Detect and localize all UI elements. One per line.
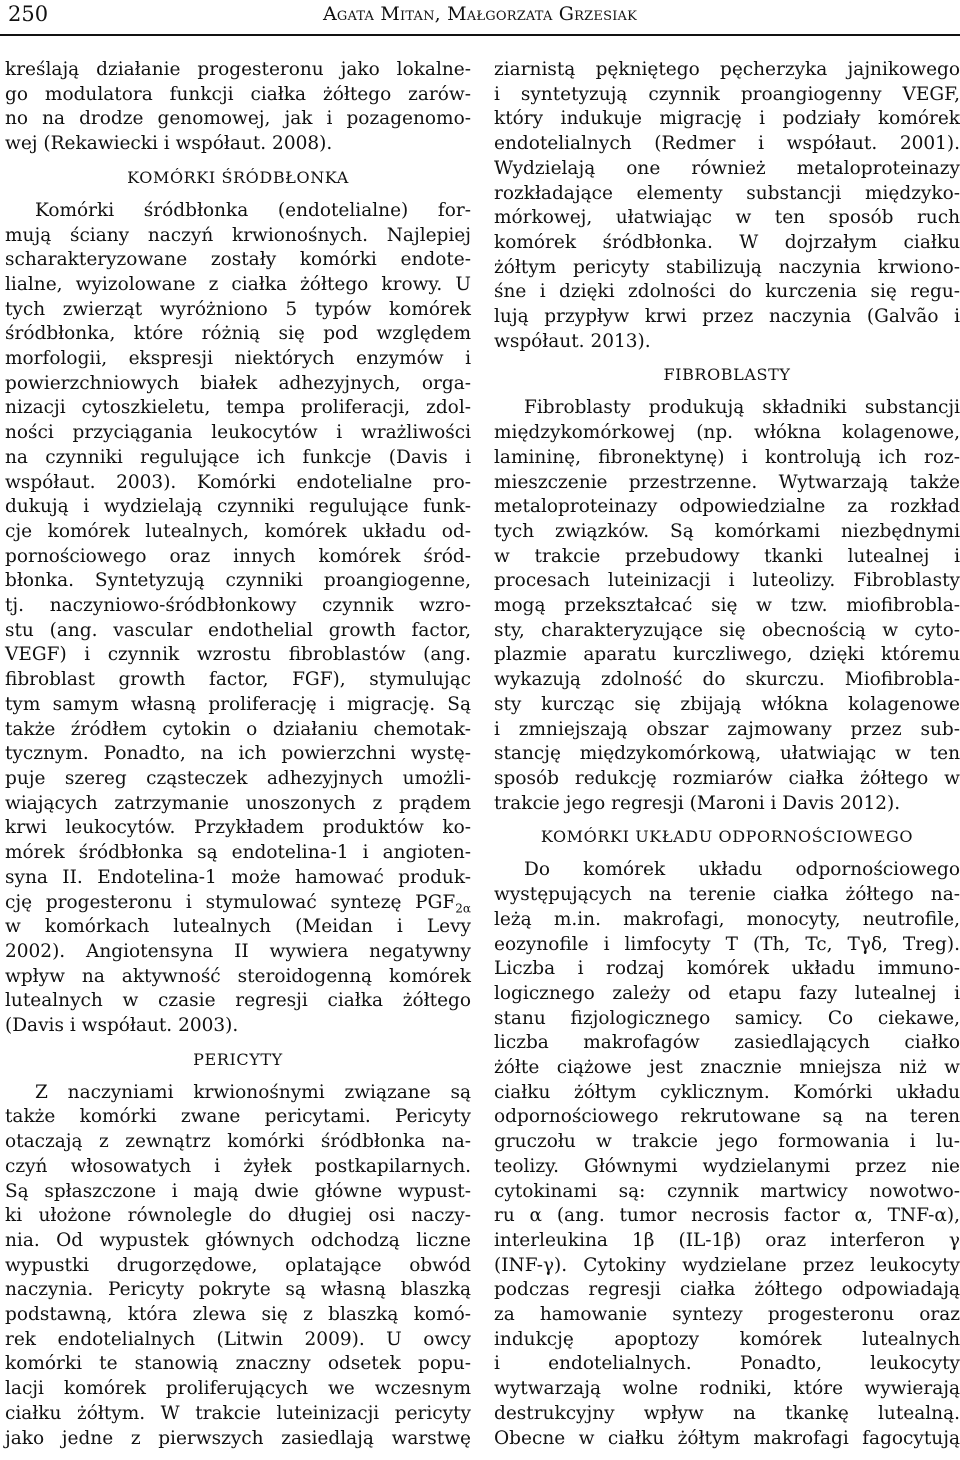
line-text: lutealnych w czasie regresji ciałka żółtego [5,990,471,1012]
text-line [494,858,960,883]
section-heading [5,1048,471,1072]
text-line [494,792,960,817]
text-line [494,107,960,132]
text-line [494,132,960,157]
line-text: powierzchniowych białek adhezyjnych, orga- [5,372,471,394]
text-line [494,396,960,421]
text-line [494,1031,960,1056]
text-line [5,372,471,397]
text-line [494,718,960,743]
line-text: otaczają z zewnątrz komórki śródbłonka na- [5,1131,471,1153]
text-line [494,1278,960,1303]
text-line [5,866,471,891]
line-text: scharakteryzowane zostały komórki endote- [5,249,471,271]
line-text: krwi leukocytów. Przykładem produktów ko- [5,817,471,839]
line-text: na czynniki regulujące ich funkcje (Davis i [5,446,471,468]
text-line [5,1014,471,1039]
line-text: naczynia. Pericyty pokryte są własną blaszką [5,1279,471,1301]
text-line [5,1081,471,1106]
text-line [5,767,471,792]
section-heading [494,825,960,849]
line-text: rozkładające elementy substancji międzyko- [494,182,960,204]
line-text: błonka. Syntetyzują czynniki proangiogenne, [5,570,471,592]
text-line [494,693,960,718]
text-line [494,883,960,908]
line-text: Do komórek układu odpornościowego [524,859,960,881]
line-text: Fibroblasty produkują składniki substancji [524,397,960,419]
line-text: występujących na terenie ciałka żółtego na- [494,884,960,906]
line-text: podczas regresji ciałka żółtego odpowiadają [494,1279,960,1301]
line-text: sty kurcząc się zbijają włókna kolagenowe [494,693,960,715]
line-text: i endotelialnych. Ponadto, leukocyty [494,1353,960,1375]
line-text: ziarnistą pękniętego pęcherzyka jajnikowego [494,59,960,80]
text-line [5,1402,471,1427]
line-text: Z naczyniami krwionośnymi związane są [35,1081,471,1103]
line-text: liczba makrofagów zasiedlających ciałko [494,1032,960,1054]
line-text: mórek śródbłonka są endotelina-1 i angioten- [5,842,471,864]
text-line [5,989,471,1014]
line-text: wiających zatrzymanie unoszonych z prądem [5,792,471,814]
line-text: fibroblast growth factor, FGF), stymulując [5,669,471,691]
text-line [5,792,471,817]
line-text: mieszczenie przestrzenne. Wytwarzają także [494,471,960,493]
line-text: gruczołu w trakcie jego formowania i lu- [494,1131,960,1153]
text-line [5,965,471,990]
text-line [494,545,960,570]
line-text: KOMÓRKI ŚRÓDBŁONKA [127,167,349,187]
text-line [494,256,960,281]
line-text: morfologii, ekspresji niektórych enzymów i [5,348,471,370]
line-text: w komórkach lutealnych (Meidan i Levy [5,916,471,938]
text-line [5,1303,471,1328]
text-line [5,298,471,323]
text-line [494,421,960,446]
line-text: VEGF) i czynnik wzrostu fibroblastów (ang. [5,644,471,666]
line-text: endotelialnych (Redmer i współaut. 2001). [494,133,960,155]
text-line [5,1278,471,1303]
text-line [5,1254,471,1279]
line-text: mują ściany naczyń krwionośnych. Najlepiej [5,224,471,246]
line-text: czyń włosowatych i żyłek postkapilarnych. [5,1155,471,1177]
text-line [5,107,471,132]
line-text: KOMÓRKI UKŁADU ODPORNOŚCIOWEGO [540,827,914,847]
line-text: logicznego zależy od etapu fazy lutealnej i [494,982,960,1004]
line-text: rek endotelialnych (Litwin 2009). U owcy [5,1328,471,1350]
text-line [5,1204,471,1229]
line-text: kreślają działanie progesteronu jako lokalne- [5,59,471,80]
text-line [5,1352,471,1377]
text-line [5,841,471,866]
line-text: teolizy. Głównymi wydzielanymi przez nie [494,1155,960,1177]
line-text: międzykomórkowej (np. włókna kolagenowe, [494,422,960,444]
text-line [494,520,960,545]
text-line [5,1377,471,1402]
line-text: lują przypływ krwi przez naczynia (Galvão i [494,306,960,328]
line-text: stancję międzykomórkową, ułatwiając w ten [494,743,960,765]
right-column [494,58,960,1451]
text-line [5,446,471,471]
text-line [494,206,960,231]
line-text: także źródłem cytokin o działaniu chemotak- [5,718,471,740]
text-line [494,305,960,330]
text-line [494,1130,960,1155]
line-text: komórek śródbłonka. W dojrzałym ciałku [494,231,960,253]
text-line [494,1180,960,1205]
line-text: Komórki śródbłonka (endotelialne) for- [35,199,471,221]
text-line [494,1155,960,1180]
text-line [5,545,471,570]
text-line [494,569,960,594]
line-text: dukują i wydzielają czynniki regulujące funk- [5,496,471,518]
text-line [494,908,960,933]
text-line [5,495,471,520]
text-line [494,1303,960,1328]
text-line [494,1402,960,1427]
line-text: trakcie jego regresji (Maroni i Davis 2012). [494,792,901,814]
text-line [494,330,960,355]
line-text: który indukuje migrację i podziały komórek [494,108,960,130]
line-text: ciałku żółtym cyklicznym. Komórki układu [494,1081,960,1103]
line-text: sposób redukcję rozmiarów ciałka żółtego w [494,767,960,789]
text-line [5,643,471,668]
text-line [494,1352,960,1377]
text-line [5,718,471,743]
text-line [5,322,471,347]
line-text: PERICYTY [193,1049,283,1069]
text-line [494,83,960,108]
line-text: indukcję apoptozy komórek lutealnych [494,1328,960,1350]
line-text: plazmie aparatu kurczliwego, dzięki któremu [494,644,960,666]
line-text: procesach luteinizacji i luteolizy. Fibroblasty [494,570,960,592]
line-text: Są spłaszczone i mają dwie główne wypust- [5,1180,471,1202]
text-line [5,83,471,108]
text-line [5,1427,471,1452]
line-text: lacji komórek proliferujących we wczesnym [5,1378,471,1400]
header-rule [0,34,960,36]
line-text: podstawną, która zlewa się z blaszką komó- [5,1304,471,1326]
text-line [494,280,960,305]
text-line [5,1130,471,1155]
line-text: mogą przekształcać się w tzw. miofibrobla- [494,595,960,617]
line-text: tych zwierząt wyróżniono 5 typów komórek [5,298,471,320]
line-text: śne i dzięki zdolności do kurczenia się regu- [494,281,960,303]
line-text: lamininę, fibronektynę) i kontrolują ich roz- [494,446,960,468]
line-text: jako jedne z pierwszych zasiedlają warstwę [5,1427,471,1449]
text-line [5,816,471,841]
text-line [494,957,960,982]
text-line [494,182,960,207]
line-text: interleukina 1β (IL-1β) oraz interferon γ [494,1229,960,1251]
text-line [5,224,471,249]
text-line [494,1056,960,1081]
text-line [5,940,471,965]
text-line [494,1377,960,1402]
text-line [5,1105,471,1130]
page-header [0,0,960,40]
text-line [494,982,960,1007]
text-line [5,58,471,83]
text-line [5,891,471,916]
text-line [494,1204,960,1229]
line-text: leżą m.in. makrofagi, monocyty, neutrofile, [494,908,960,930]
line-text: FIBROBLASTY [663,365,791,385]
text-line [5,199,471,224]
text-line [5,396,471,421]
left-column [5,58,471,1451]
line-text: syna II. Endotelina-1 może hamować produk- [5,866,471,888]
text-line [494,471,960,496]
text-line [5,742,471,767]
text-line [5,471,471,496]
line-text: odpornościowego rekrutowane są na teren [494,1106,960,1128]
text-line [5,619,471,644]
line-text: tj. naczyniowo-śródbłonkowy czynnik wzro- [5,595,471,617]
text-line [494,495,960,520]
line-text: i zmniejszają obszar zajmowany przez sub- [494,718,960,740]
line-text: także komórki zwane pericytami. Pericyty [5,1106,471,1128]
section-heading [494,363,960,387]
text-line [5,421,471,446]
line-text: mórkowej, ułatwiając w ten sposób ruch [494,207,960,229]
text-line [5,915,471,940]
line-text: destrukcyjny wpływ na tkankę lutealną. [494,1402,960,1424]
page-number: 250 [8,2,49,26]
line-text: 2002). Angiotensyna II wywiera negatywny [5,940,471,962]
text-line [5,569,471,594]
line-text: metaloproteinazy odpowiedzialne za rozkład [494,496,960,518]
line-text: Liczba i rodzaj komórek układu immuno- [494,958,960,980]
line-text: za hamowanie syntezy progesteronu oraz [494,1304,960,1326]
text-line [494,58,960,83]
line-text: lialne, wyizolowane z ciałka żółtego krowy. U [5,273,471,295]
line-text: wpływ na aktywność steroidogenną komórek [5,965,471,987]
line-text: komórki te stanowią znaczny odsetek popu- [5,1353,471,1375]
line-text: wykazują zdolność do skurczu. Miofibrobla- [494,669,960,691]
line-text: sty, charakteryzujące się obecnością w cyto- [494,619,960,641]
text-line [5,693,471,718]
line-text: wypustki drugorzędowe, oplatające obwód [5,1254,471,1276]
line-text: stanu fizjologicznego samicy. Co ciekawe, [494,1007,960,1029]
line-text: w trakcie przebudowy tkanki lutealnej i [494,545,960,567]
text-line [494,619,960,644]
text-line [5,1155,471,1180]
running-head: Agata Mitan, Małgorzata Grzesiak [322,3,638,25]
text-line [5,248,471,273]
line-text: (Davis i współaut. 2003). [5,1015,239,1037]
text-line [494,1328,960,1353]
line-text: ności przyciągania leukocytów i wrażliwości [5,422,471,444]
text-line [494,1427,960,1452]
text-line [494,742,960,767]
line-text: go modulatora funkcji ciałka żółtego zarów- [5,83,471,105]
text-line [5,1328,471,1353]
text-line [494,594,960,619]
text-line [5,1180,471,1205]
text-line [494,767,960,792]
line-text: cytokinami są: czynnik martwicy nowotwo- [494,1180,960,1202]
line-text: ciałku żółtym. W trakcie luteinizacji pericyty [5,1402,471,1424]
line-text: wej (Rekawiecki i współaut. 2008). [5,133,333,155]
text-line [494,157,960,182]
line-text: i syntetyzują czynnik proangiogenny VEGF, [494,83,960,105]
line-text: żółtym pericyty stabilizują naczynia krwiono- [494,256,960,278]
text-line [494,1007,960,1032]
line-text: śródbłonka, które różnią się pod względem [5,323,471,345]
line-text: Obecne w ciałku żółtym makrofagi fagocytują [494,1427,960,1449]
line-text: puje szereg cząsteczek adhezyjnych umożli- [5,767,471,789]
line-text: tycznym. Ponadto, na ich powierzchni wystę- [5,743,471,765]
text-line [5,132,471,157]
text-line [494,933,960,958]
text-line [494,1254,960,1279]
line-text: cję progesteronu i stymulować syntezę PGF [5,891,456,913]
line-text: stu (ang. vascular endothelial growth factor, [5,619,471,641]
text-line [494,643,960,668]
line-text: nizacji cytoszkieletu, tempa proliferacji, zdol- [5,397,471,419]
text-line [5,347,471,372]
text-line [494,446,960,471]
text-line [5,1229,471,1254]
line-text: ki ułożone równolegle do długiej osi naczy- [5,1205,471,1227]
line-text: (INF-γ). Cytokiny wydzielane przez leukocyty [494,1254,960,1276]
line-text: no na drodze genomowej, jak i pozagenomo- [5,108,471,130]
line-text: nia. Od wypustek głównych odchodzą liczne [5,1229,471,1251]
line-text: pornościowego oraz innych komórek śród- [5,545,471,567]
line-text: Wydzielają one również metaloproteinazy [494,157,960,179]
text-line [494,1081,960,1106]
text-line [494,1105,960,1130]
line-text: eozynofile i limfocyty T (Th, Tc, Tγδ, Treg). [494,933,960,955]
line-text: cje komórek lutealnych, komórek układu od- [5,520,471,542]
line-text: wytwarzają wolne rodniki, które wywierają [494,1378,960,1400]
line-text: tym samym własną proliferację i migrację. Są [5,693,471,715]
text-line [5,668,471,693]
text-line [5,520,471,545]
text-line [494,1229,960,1254]
subscript: 2α [455,901,471,916]
line-text: żółte ciążowe jest znacznie mniejsza niż w [494,1057,960,1079]
text-line [494,231,960,256]
section-heading [5,166,471,190]
line-text: współaut. 2013). [494,330,651,352]
line-text: tych związków. Są komórkami niezbędnymi [494,520,960,542]
text-line [5,594,471,619]
line-text: ru α (ang. tumor necrosis factor α, TNF-α), [494,1205,960,1227]
text-line [494,668,960,693]
text-line [5,273,471,298]
line-text: współaut. 2003). Komórki endotelialne pro- [5,471,471,493]
